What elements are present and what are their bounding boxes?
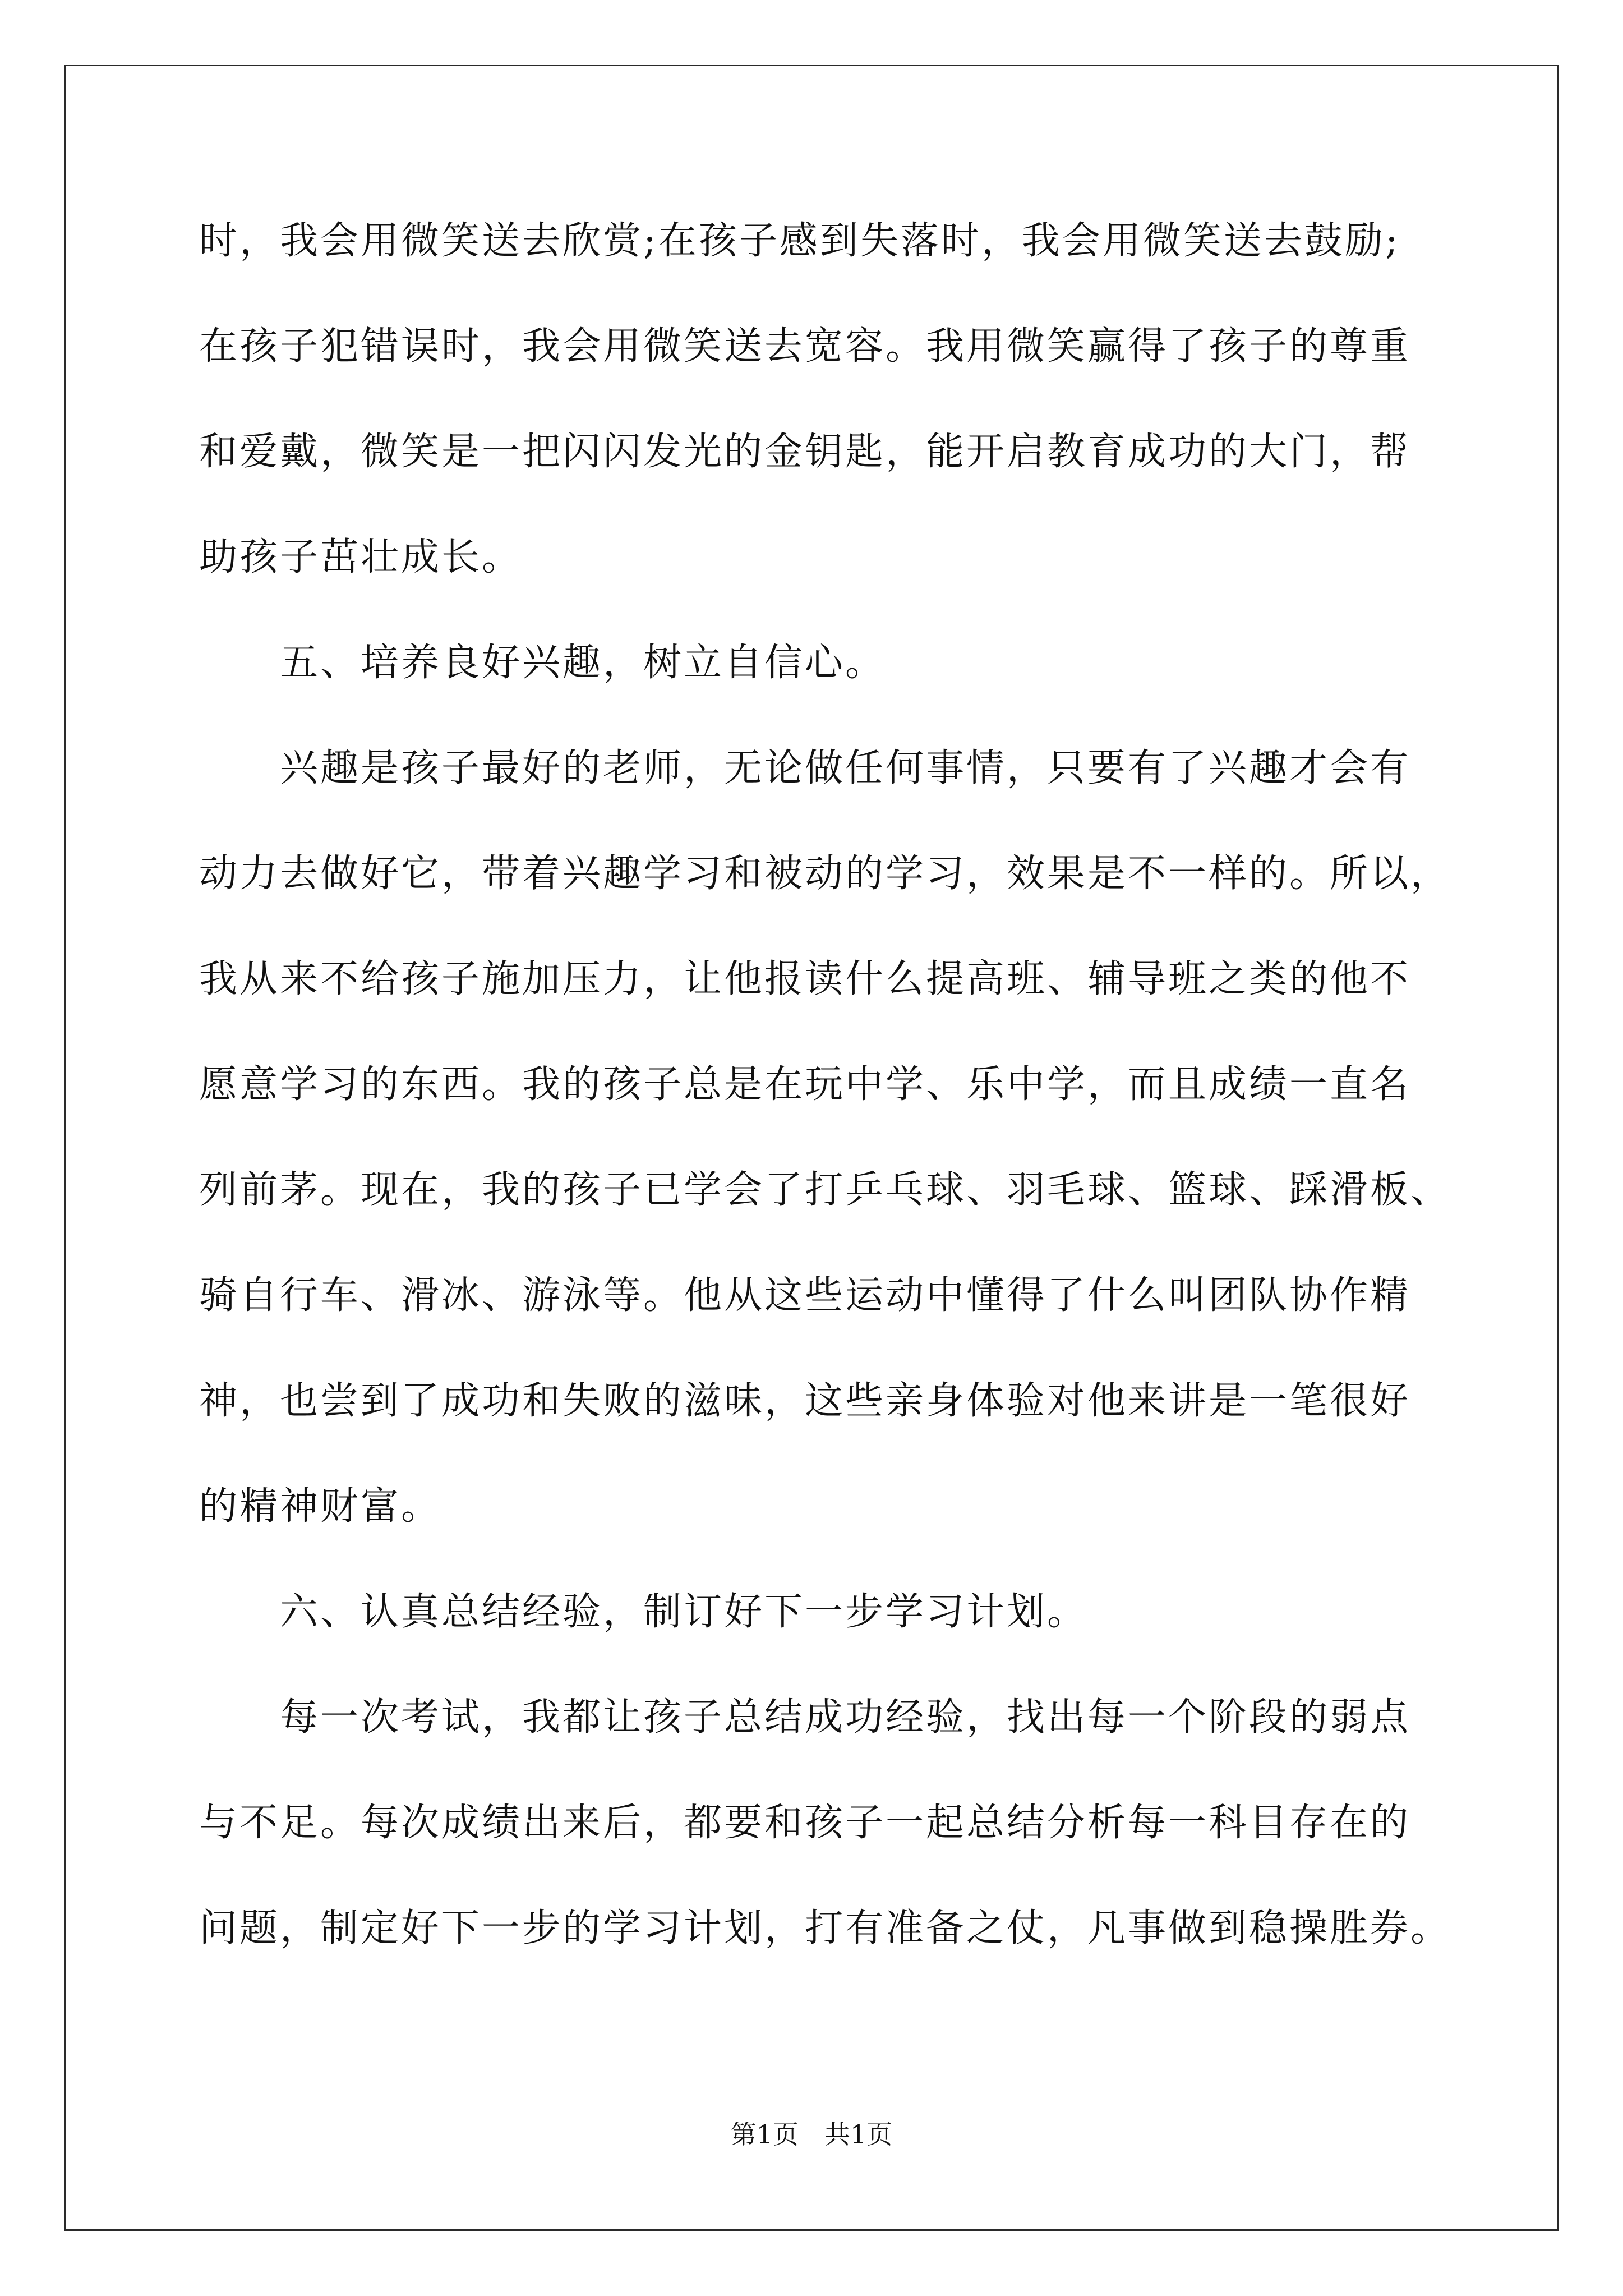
text-line: 列前茅。现在，我的孩子已学会了打乒乓球、羽毛球、篮球、踩滑板、 [199,1168,1451,1212]
text-line: 问题，制定好下一步的学习计划，打有准备之仗，凡事做到稳操胜券。 [199,1906,1451,1950]
text-line: 神，也尝到了成功和失败的滋味，这些亲身体验对他来讲是一笔很好 [199,1379,1411,1423]
text-line: 我从来不给孩子施加压力，让他报读什么提高班、辅导班之类的他不 [199,957,1411,1001]
text-line: 助孩子茁壮成长。 [199,535,523,579]
text-line: 与不足。每次成绩出来后，都要和孩子一起总结分析每一科目存在的 [199,1801,1411,1845]
text-line: 动力去做好它，带着兴趣学习和被动的学习，效果是不一样的。所以， [199,852,1451,896]
text-line: 骑自行车、滑冰、游泳等。他从这些运动中懂得了什么叫团队协作精 [199,1273,1411,1318]
text-line: 在孩子犯错误时，我会用微笑送去宽容。我用微笑赢得了孩子的尊重 [199,324,1411,369]
text-line: 兴趣是孩子最好的老师，无论做任何事情，只要有了兴趣才会有 [199,746,1411,790]
section-heading: 六、认真总结经验，制订好下一步学习计划。 [199,1590,1088,1634]
text-line: 的精神财富。 [199,1484,442,1529]
text-line: 和爱戴，微笑是一把闪闪发光的金钥匙，能开启教育成功的大门，帮 [199,430,1411,474]
section-heading: 五、培养良好兴趣，树立自信心。 [199,641,886,685]
text-line: 愿意学习的东西。我的孩子总是在玩中学、乐中学，而且成绩一直名 [199,1062,1411,1107]
document-body [199,213,1451,2006]
text-line: 时，我会用微笑送去欣赏;在孩子感到失落时，我会用微笑送去鼓励; [199,219,1400,263]
text-line: 每一次考试，我都让孩子总结成功经验，找出每一个阶段的弱点 [199,1695,1411,1740]
page-number-footer: 第1页 共1页 [730,2119,893,2150]
